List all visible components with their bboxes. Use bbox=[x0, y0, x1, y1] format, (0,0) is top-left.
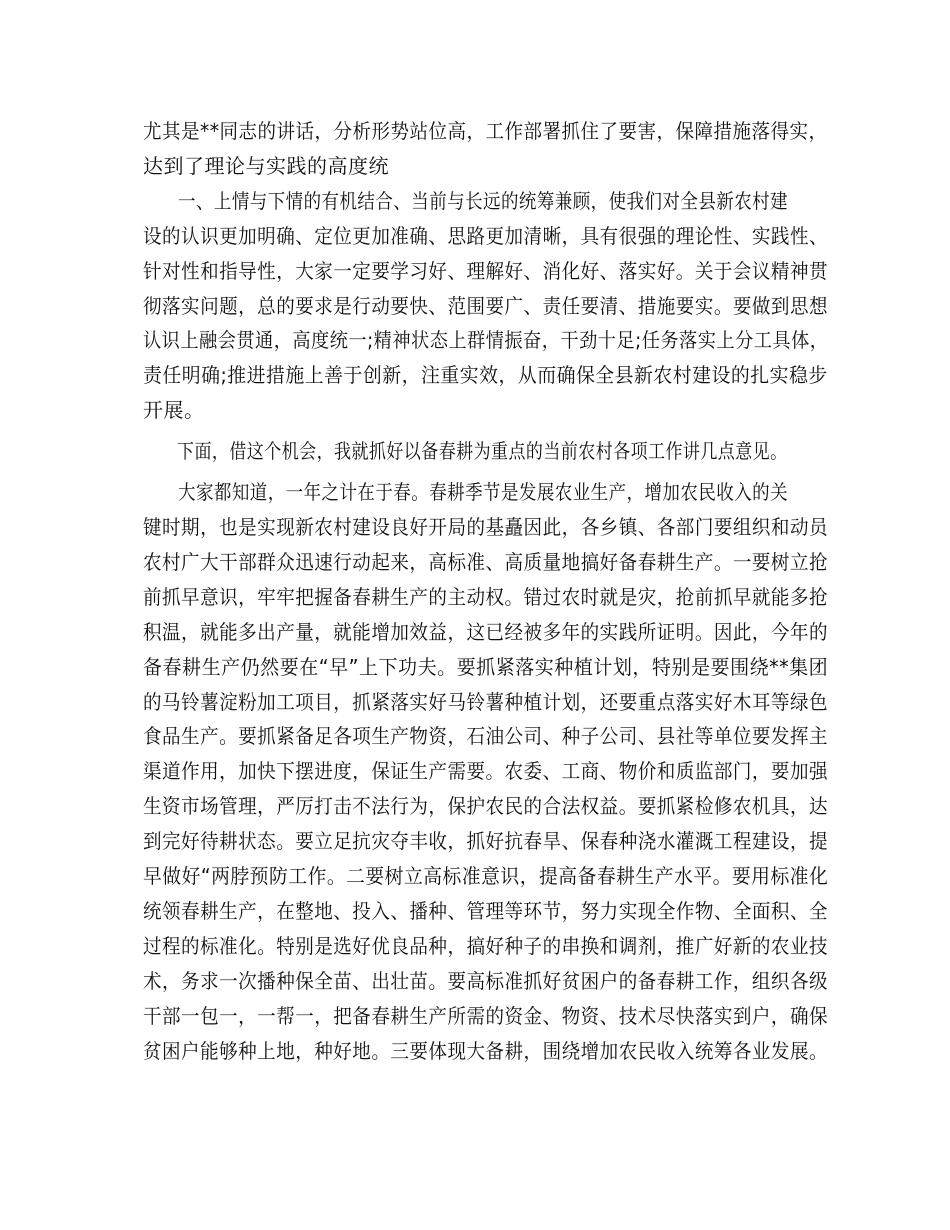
text-line: 贫困户能够种上地，种好地。三要体现大备耕，围绕增加农民收入统筹各业发展。 bbox=[143, 1038, 829, 1063]
text-line: 责任明确;推进措施上善于创新，注重实效，从而确保全县新农村建设的扎实稳步 bbox=[143, 363, 828, 388]
text-line: 食品生产。要抓紧备足各项生产物资，石油公司、种子公司、县社等单位要发挥主 bbox=[143, 724, 829, 749]
text-line: 达到了理论与实践的高度统 bbox=[143, 153, 389, 178]
text-line: 早做好“两脖预防工作。二要树立高标准意识，提高备春耕生产水平。要用标准化 bbox=[143, 864, 829, 889]
text-line: 针对性和指导性，大家一定要学习好、理解好、消化好、落实好。关于会议精神贯 bbox=[143, 258, 829, 283]
paragraph-intro-continuation bbox=[143, 114, 828, 184]
text-line: 统领春耕生产，在整地、投入、播种、管理等环节，努力实现全作物、全面积、全 bbox=[143, 898, 829, 923]
text-line: 设的认识更加明确、定位更加准确、思路更加清晰，具有很强的理论性、实践性、 bbox=[143, 223, 829, 248]
text-line: 渠道作用，加快下摆进度，保证生产需要。农委、工商、物价和质监部门，要加强 bbox=[143, 759, 829, 784]
text-line: 备春耕生产仍然要在“早”上下功夫。要抓紧落实种植计划，特别是要围绕**集团 bbox=[143, 654, 829, 679]
text-line: 干部一包一，一帮一，把备春耕生产所需的资金、物资、技术尽快落实到户，确保 bbox=[143, 1003, 829, 1028]
text-line: 大家都知道，一年之计在于春。春耕季节是发展农业生产，增加农民收入的关 bbox=[178, 480, 789, 505]
text-line: 积温，就能多出产量，就能增加效益，这已经被多年的实践所证明。因此，今年的 bbox=[143, 619, 829, 644]
text-line: 过程的标准化。特别是选好优良品种，搞好种子的串换和调剂，推广好新的农业技 bbox=[143, 933, 829, 958]
document-body bbox=[143, 114, 828, 1068]
text-line: 生资市场管理，严厉打击不法行为，保护农民的合法权益。要抓紧检修农机具，达 bbox=[143, 794, 829, 819]
text-line: 术，务求一次播种保全苗、出壮苗。要高标准抓好贫困户的备春耕工作，组织各级 bbox=[143, 968, 829, 993]
text-line: 一、上情与下情的有机结合、当前与长远的统筹兼顾，使我们对全县新农村建 bbox=[178, 188, 789, 213]
text-line: 下面，借这个机会，我就抓好以备春耕为重点的当前农村各项工作讲几点意见。 bbox=[177, 439, 788, 464]
text-line: 键时期，也是实现新农村建设良好开局的基矗因此，各乡镇、各部门要组织和动员 bbox=[143, 514, 829, 539]
text-line: 开展。 bbox=[143, 398, 205, 423]
text-line: 彻落实问题，总的要求是行动要快、范围要广、责任要清、措施要实。要做到思想 bbox=[143, 293, 829, 318]
text-line: 前抓早意识，牢牢把握备春耕生产的主动权。错过农时就是灾，抢前抓早就能多抢 bbox=[143, 584, 829, 609]
text-line: 的马铃薯淀粉加工项目，抓紧落实好马铃薯种植计划，还要重点落实好木耳等绿色 bbox=[143, 689, 829, 714]
text-line: 认识上融会贯通，高度统一;精神状态上群情振奋，干劲十足;任务落实上分工具体， bbox=[143, 328, 829, 353]
paragraph-section-one bbox=[143, 184, 828, 428]
text-line: 到完好待耕状态。要立足抗灾夺丰收，抓好抗春旱、保春种浇水灌溉工程建设，提 bbox=[143, 829, 829, 854]
paragraph-spring-farming bbox=[143, 475, 828, 1068]
text-line: 尤其是**同志的讲话，分析形势站位高，工作部署抓住了要害，保障措施落得实， bbox=[143, 119, 828, 143]
paragraph-transition bbox=[143, 434, 828, 469]
text-line: 农村广大干部群众迅速行动起来，高标准、高质量地搞好备春耕生产。一要树立抢 bbox=[143, 549, 829, 574]
